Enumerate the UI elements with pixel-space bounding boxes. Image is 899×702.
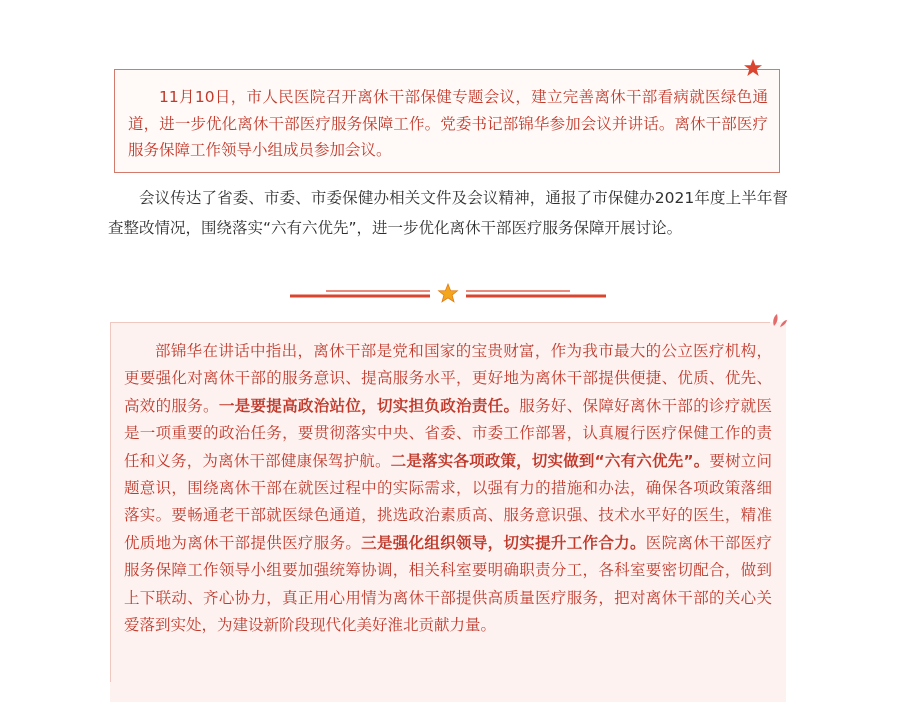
speech-highlight-3: 三是强化组织领导，切实提升工作合力。 [361,533,646,552]
speech-text-2: 服务好、保障好离休干部的诊疗就医是一项重要的政治任务，要贯彻落实中央、省委、市委工作部署，认真履行医疗保健工作的责任和义务，为离休干部健康保驾护航。 [124,396,772,470]
speech-highlight-1: 一是要提高政治站位，切实担负政治责任。 [218,396,520,415]
red-star-icon [743,58,763,78]
intro-paragraph: 11月10日，市人民医院召开离休干部保健专题会议，建立完善离休干部看病就医绿色通道，进一步优化离休干部医疗服务保障工作。党委书记部锦华参加会议并讲话。离休干部医疗服务保障工作领导小组成员参加会议。 [128,88,768,159]
speech-highlight-2: 二是落实各项政策，切实做到“六有六优先”。 [390,451,710,470]
speech-text-4: 医院离休干部医疗服务保障工作领导小组要加强统筹协调，相关科室要明确职责分工，各科室要密切配合，做到上下联动、齐心协力，真正用心用情为离休干部提供高质量医疗服务，把对离休干部的关心关爱落到实处，为建设新阶段现代化美好淮北贡献力量。 [124,533,772,635]
star-divider [290,282,606,304]
gold-star-icon [439,284,458,302]
speech-text-3: 要树立问题意识，围绕离休干部在就医过程中的实际需求，以强有力的措施和办法，确保各项政策落细落实。要畅通老干部就医绿色通道，挑选政治素质高、服务意识强、技术水平好的医生，精准优质地为离休干部提供医疗服务。 [124,451,772,552]
petal-icon [770,312,788,330]
summary-paragraph: 会议传达了省委、市委、市委保健办相关文件及会议精神，通报了市保健办2021年度上半年督查整改情况，围绕落实“六有六优先”，进一步优化离休干部医疗服务保障开展讨论。 [108,189,788,237]
speech-box-top-border [110,322,770,323]
speech-box-left-border [110,322,111,682]
speech-text-1: 部锦华在讲话中指出，离休干部是党和国家的宝贵财富，作为我市最大的公立医疗机构，更要强化对离休干部的服务意识、提高服务水平，更好地为离休干部提供便捷、优质、优先、高效的服务。 [124,342,772,415]
speech-paragraph [124,338,772,639]
